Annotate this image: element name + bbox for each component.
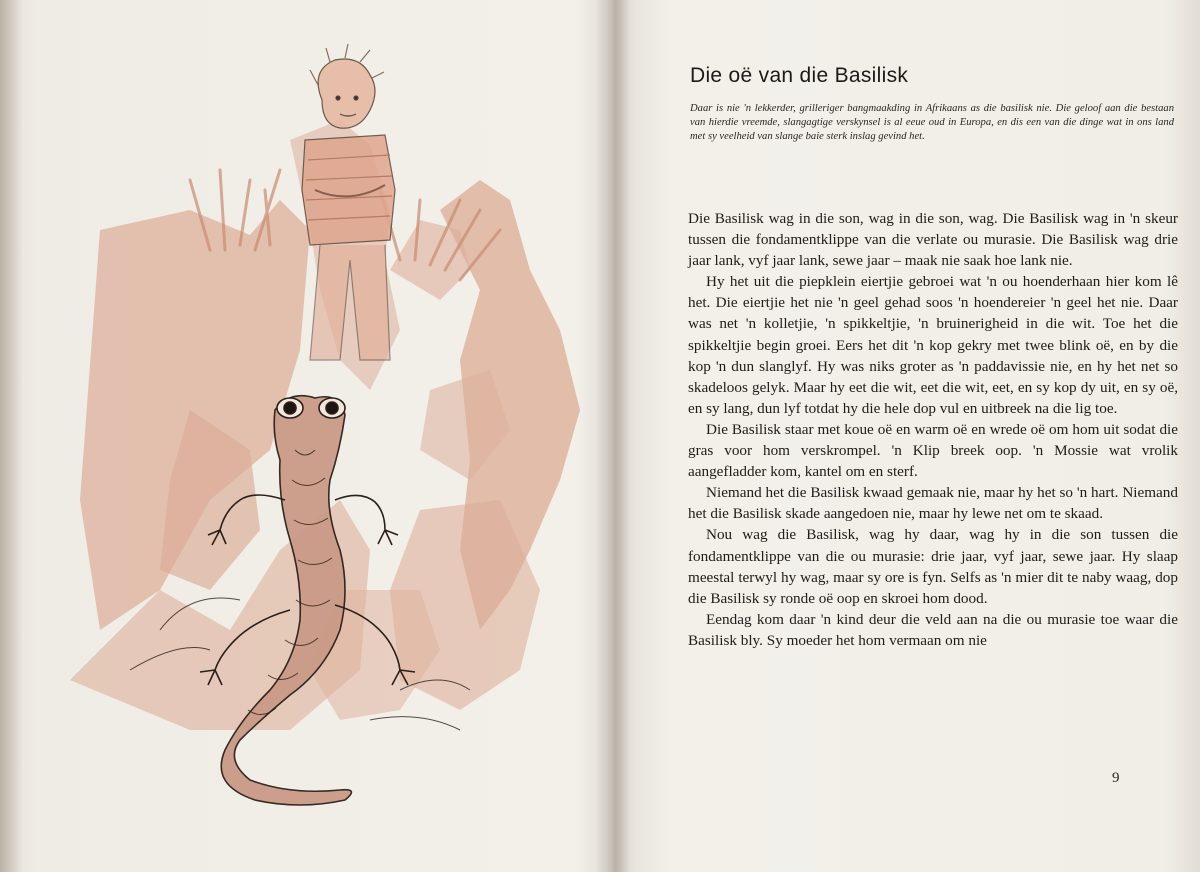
paragraph: Nou wag die Basilisk, wag hy daar, wag hy in die son tussen die fondamentklippe van die ou murasie: drie jaar, vyf jaar, sewe jaar. Hy slaap meestal terwyl hy wag, maar sy ore is fyn. Selfs as 'n mier dit te naby waag, dop die Basilisk sy ronde oë oop en skroei hom dood. <box>688 526 1178 607</box>
paragraph: Eendag kom daar 'n kind deur die veld aan na die ou murasie toe waar die Basilisk bly. Sy moeder het hom vermaan om nie <box>688 610 1178 649</box>
chapter-title: Die oë van die Basilisk <box>690 64 909 87</box>
book-edge <box>0 0 22 872</box>
body-text <box>688 208 1178 651</box>
page-number: 9 <box>1112 770 1120 786</box>
paragraph: Die Basilisk staar met koue oë en warm oë en wrede oë om hom uit sodat die gras voor hom verskrompel. 'n Klip breek oop. 'n Mossie wat vrolik aangefladder kom, kantel om en sterf. <box>688 420 1178 481</box>
boy-and-basilisk-illustration <box>40 30 600 830</box>
gutter-shadow <box>596 0 630 872</box>
paragraph: Hy het uit die piepklein eiertjie gebroei wat 'n ou hoenderhaan hier kom lê het. Die eiertjie het nie 'n geel gehad soos 'n hoendereier 'n geel het nie. Daar was net 'n kolletjie, 'n spikkeltjie, 'n bruinerigheid in die wit. Toe het die spikkeltjie begin groei. Eers het dit 'n kop gekry met twee blink oë, en by die kop 'n dun slanglyf. Hy was niks groter as 'n paddavissie nie, en hy het net so skadeloos gelyk. Maar hy eet die wit, eet die wit, eet, en sy kop dy uit, en sy oë, en sy lang, dun lyf totdat hy die hele dop vul en uitbreek na die lig toe. <box>688 273 1178 417</box>
chapter-intro: Daar is nie 'n lekkerder, grilleriger bangmaakding in Afrikaans as die basilisk nie. Die geloof aan die bestaan van hierdie vreemde, slangagtige verskynsel is al eeue oud in Europa, en dis een van die dinge wat in ons land met sy veelheid van slange baie sterk inslag gevind het. <box>690 103 1174 142</box>
paragraph: Niemand het die Basilisk kwaad gemaak nie, maar hy het so 'n hart. Niemand het die Basilisk skade aangedoen nie, maar hy lewe net om te skaad. <box>688 484 1178 523</box>
right-page <box>628 0 1200 872</box>
paragraph: Die Basilisk wag in die son, wag in die son, wag. Die Basilisk wag in 'n skeur tussen die fondamentklippe van die verlate ou murasie. Die Basilisk wag drie jaar lank, vyf jaar lank, sewe jaar – maak nie saak hoe lank nie. <box>688 210 1178 270</box>
